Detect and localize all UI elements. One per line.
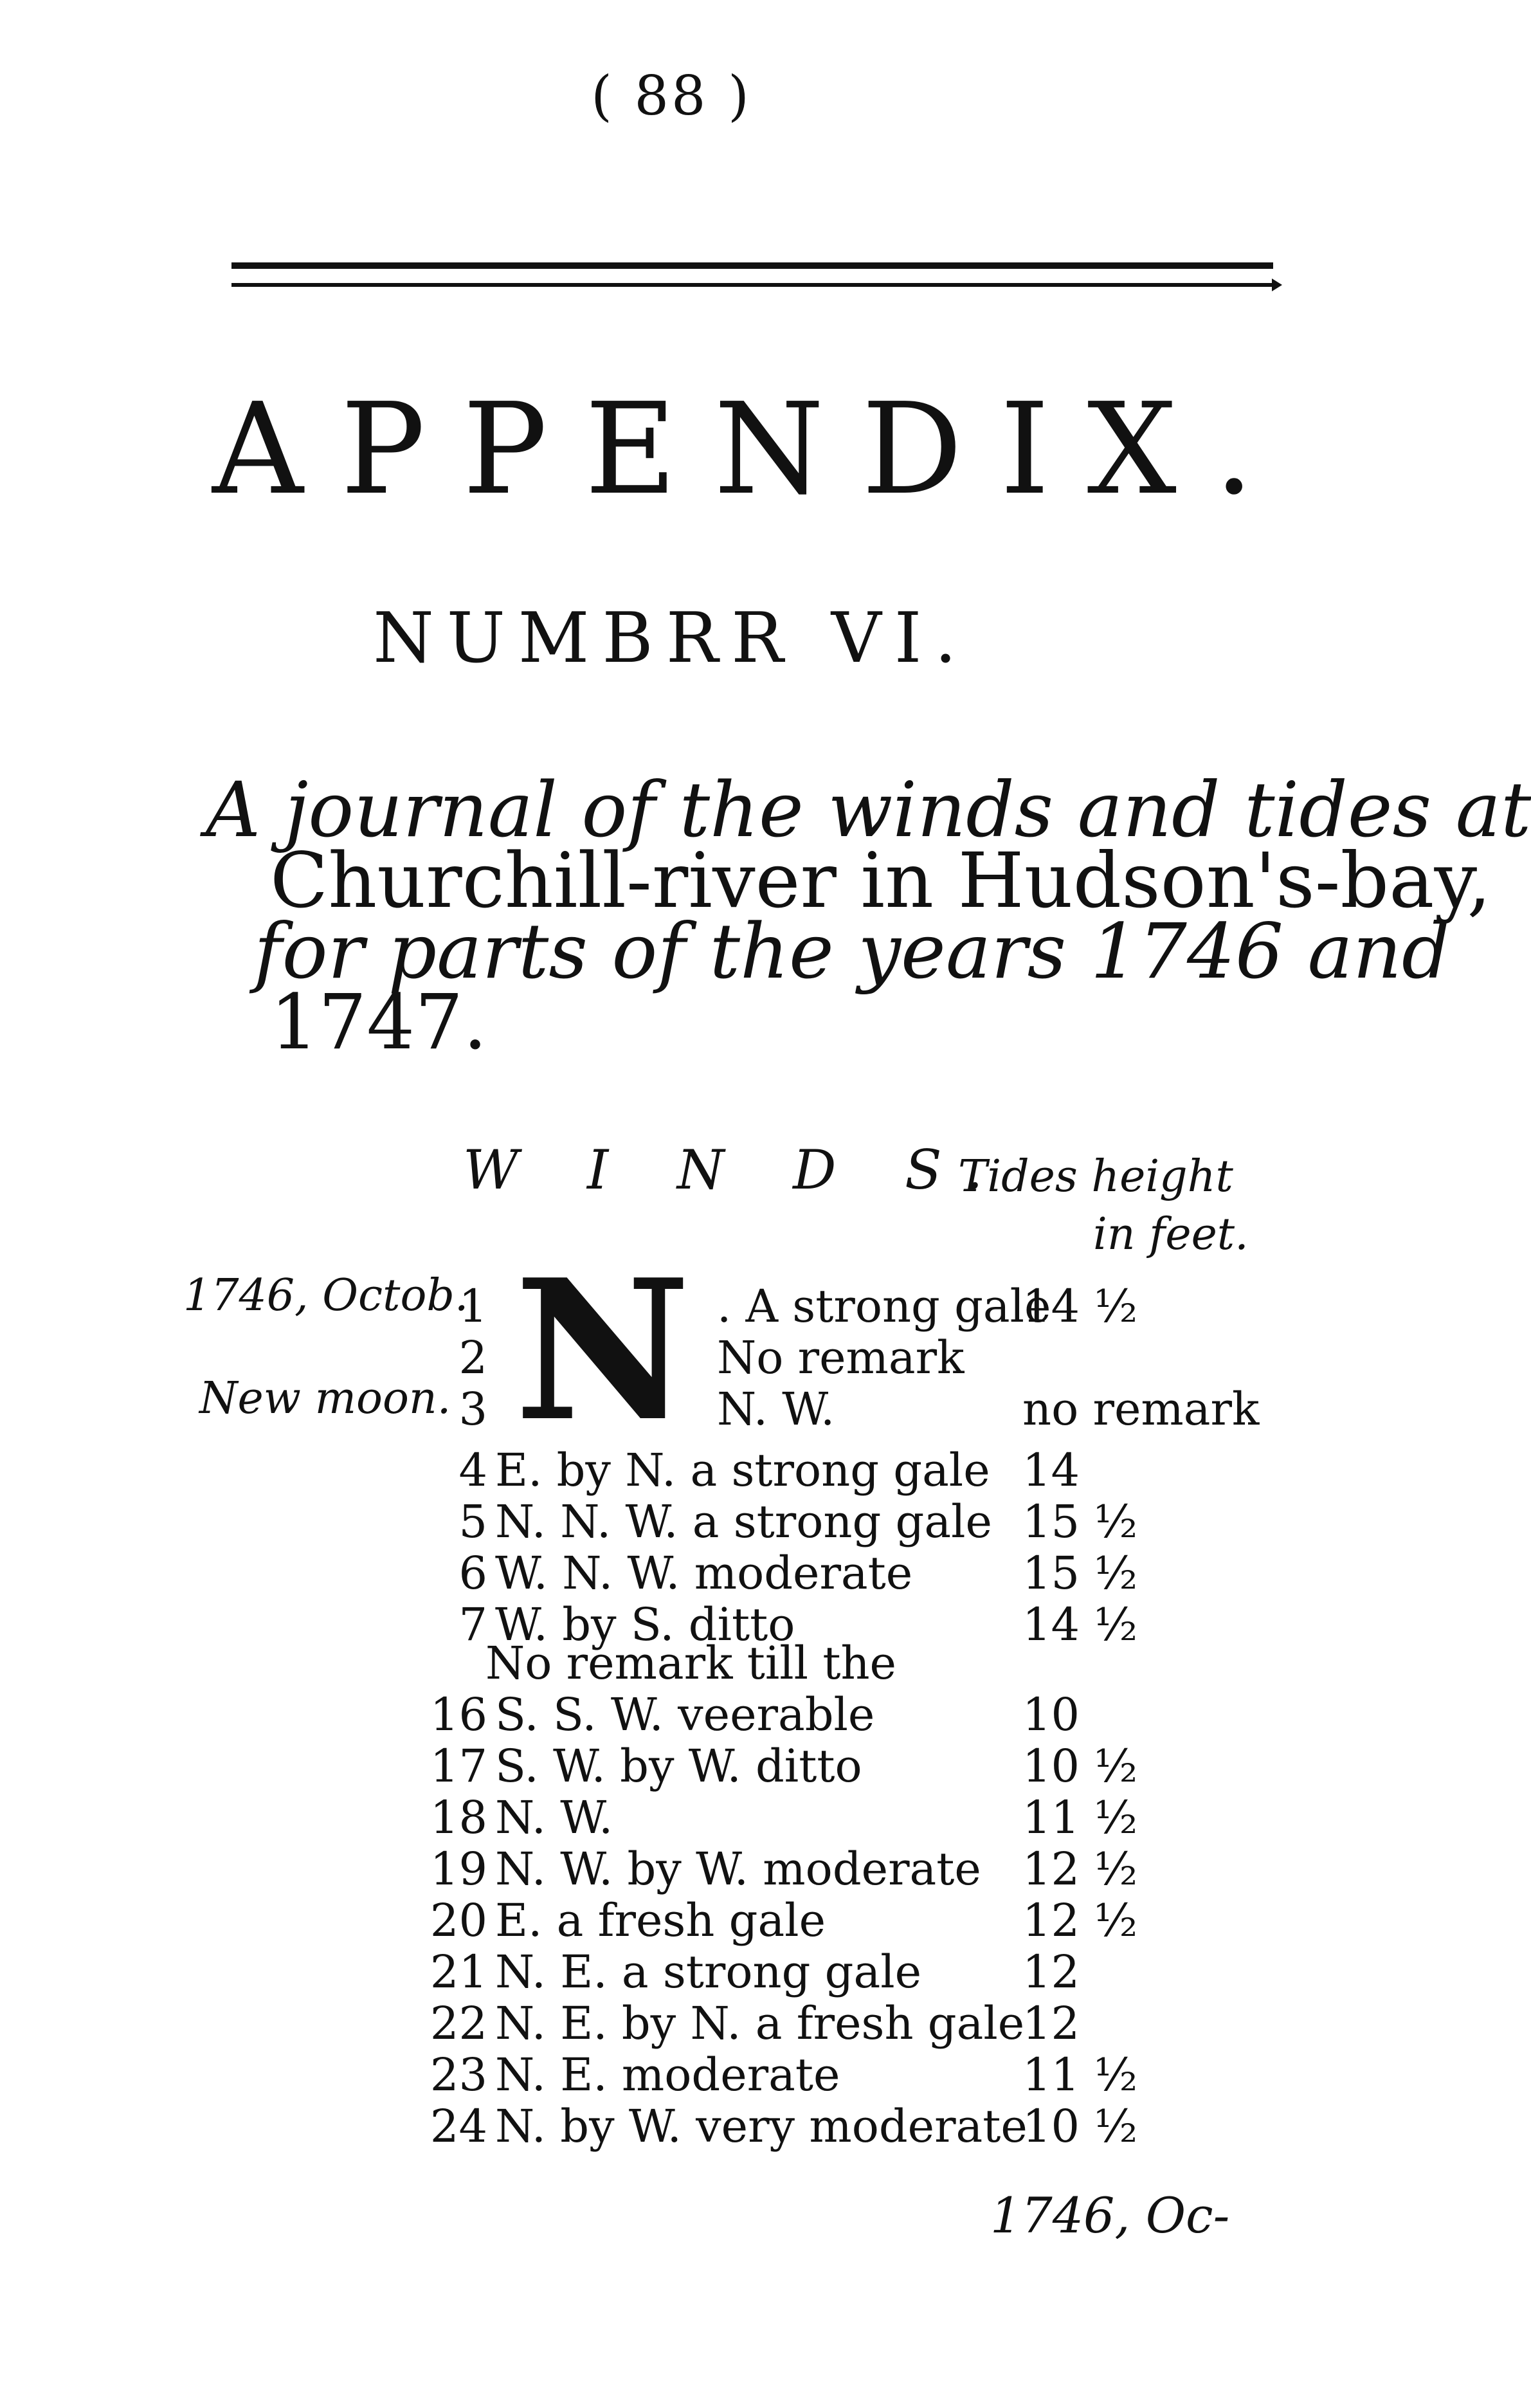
entry-day: 17	[430, 1740, 487, 1792]
entry-wind: W. N. W. moderate	[495, 1547, 913, 1600]
entry-tide-height: 12	[1022, 1997, 1080, 2050]
appendix-title: APPENDIX.	[212, 376, 1292, 523]
journal-title-line-4: 1747.	[270, 978, 487, 1066]
entry-tide-height: 10	[1022, 1688, 1080, 1741]
entry-wind: S. W. by W. ditto	[495, 1740, 862, 1792]
winds-column-heading: W I N D S.	[463, 1138, 1009, 1201]
entry-tide-height: 11 ½	[1022, 2048, 1138, 2101]
journal-entry	[0, 1383, 1343, 1436]
entry-wind: N. E. a strong gale	[495, 1946, 922, 1998]
entry-day: 23	[430, 2048, 487, 2101]
entry-wind: . A strong gale	[717, 1280, 1051, 1333]
journal-title-line-2: Churchill-river in Hudson's-bay,	[270, 836, 1491, 925]
entry-wind: N. N. W. a strong gale	[495, 1495, 992, 1548]
entry-day: 19	[430, 1843, 487, 1895]
catchword: 1746, Oc-	[990, 2187, 1230, 2244]
entry-tide-height: 15 ½	[1022, 1495, 1138, 1548]
entry-tide-height: 14 ½	[1022, 1280, 1138, 1333]
journal-entry	[0, 1791, 1343, 1844]
entry-tide-height: 12	[1022, 1946, 1080, 1998]
entry-day: 4	[458, 1444, 487, 1497]
entry-tide-height: 10 ½	[1022, 2100, 1138, 2153]
entry-wind: N. by W. very moderate	[495, 2100, 1028, 2153]
number-heading: NUMBRR VI.	[373, 598, 970, 679]
entry-wind: N. E. moderate	[495, 2048, 840, 2101]
entry-wind: E. a fresh gale	[495, 1894, 826, 1947]
entry-day: 7	[458, 1598, 487, 1651]
new-moon-label: New moon.	[199, 1373, 451, 1424]
entry-wind: N. W. by W. moderate	[495, 1843, 981, 1895]
till-note: No remark till the	[485, 1637, 896, 1690]
entry-day: 22	[430, 1997, 487, 2050]
journal-entry	[0, 1331, 1343, 1384]
header-rule-bottom	[231, 283, 1273, 287]
entry-tide-height: 12 ½	[1022, 1894, 1138, 1947]
journal-entry	[0, 1280, 1343, 1333]
entry-wind: S. S. W. veerable	[495, 1688, 875, 1741]
entry-tide-height: no remark	[1022, 1383, 1260, 1436]
journal-entry	[0, 1495, 1343, 1548]
entry-day: 16	[430, 1688, 487, 1741]
entry-day: 5	[458, 1495, 487, 1548]
entry-day: 3	[458, 1383, 487, 1436]
header-rule-top	[231, 262, 1273, 269]
journal-entry	[0, 1688, 1343, 1741]
entry-tide-height: 12 ½	[1022, 1843, 1138, 1895]
entry-day: 18	[430, 1791, 487, 1844]
entry-day: 21	[430, 1946, 487, 1998]
journal-entry	[0, 2100, 1343, 2153]
entry-wind: N. W.	[495, 1791, 613, 1844]
tides-column-heading-line-1: Tides height	[958, 1151, 1233, 1202]
journal-entry	[0, 1946, 1343, 1998]
journal-entry	[0, 1598, 1343, 1651]
entry-tide-height: 15 ½	[1022, 1547, 1138, 1600]
journal-entry	[0, 1894, 1343, 1947]
entry-wind: N. E. by N. a fresh gale	[495, 1997, 1025, 2050]
entry-tide-height: 14 ½	[1022, 1598, 1138, 1651]
entry-day: 20	[430, 1894, 487, 1947]
entry-day: 24	[430, 2100, 487, 2153]
entry-wind: W. by S. ditto	[495, 1598, 795, 1651]
journal-entry	[0, 1740, 1343, 1792]
entry-tide-height: 11 ½	[1022, 1791, 1138, 1844]
journal-entry	[0, 1547, 1343, 1600]
date-label: 1746, Octob.	[183, 1270, 469, 1321]
tides-column-heading-line-2: in feet.	[1093, 1209, 1249, 1260]
entry-tide-height: 14	[1022, 1444, 1080, 1497]
entry-day: 6	[458, 1547, 487, 1600]
entry-day: 1	[458, 1280, 487, 1333]
journal-entry	[0, 2048, 1343, 2101]
entry-wind: E. by N. a strong gale	[495, 1444, 990, 1497]
entry-wind: No remark	[717, 1331, 965, 1384]
page-number: ( 88 )	[591, 64, 752, 127]
entry-tide-height: 10 ½	[1022, 1740, 1138, 1792]
journal-entry	[0, 1444, 1343, 1497]
drop-cap-letter: N	[514, 1237, 691, 1464]
entry-wind: N. W.	[717, 1383, 835, 1436]
journal-entry	[0, 1997, 1343, 2050]
journal-entry	[0, 1843, 1343, 1895]
entry-day: 2	[458, 1331, 487, 1384]
journal-title-line-3: for parts of the years 1746 and	[254, 907, 1451, 996]
journal-title-line-1: A journal of the winds and tides at	[206, 765, 1531, 854]
